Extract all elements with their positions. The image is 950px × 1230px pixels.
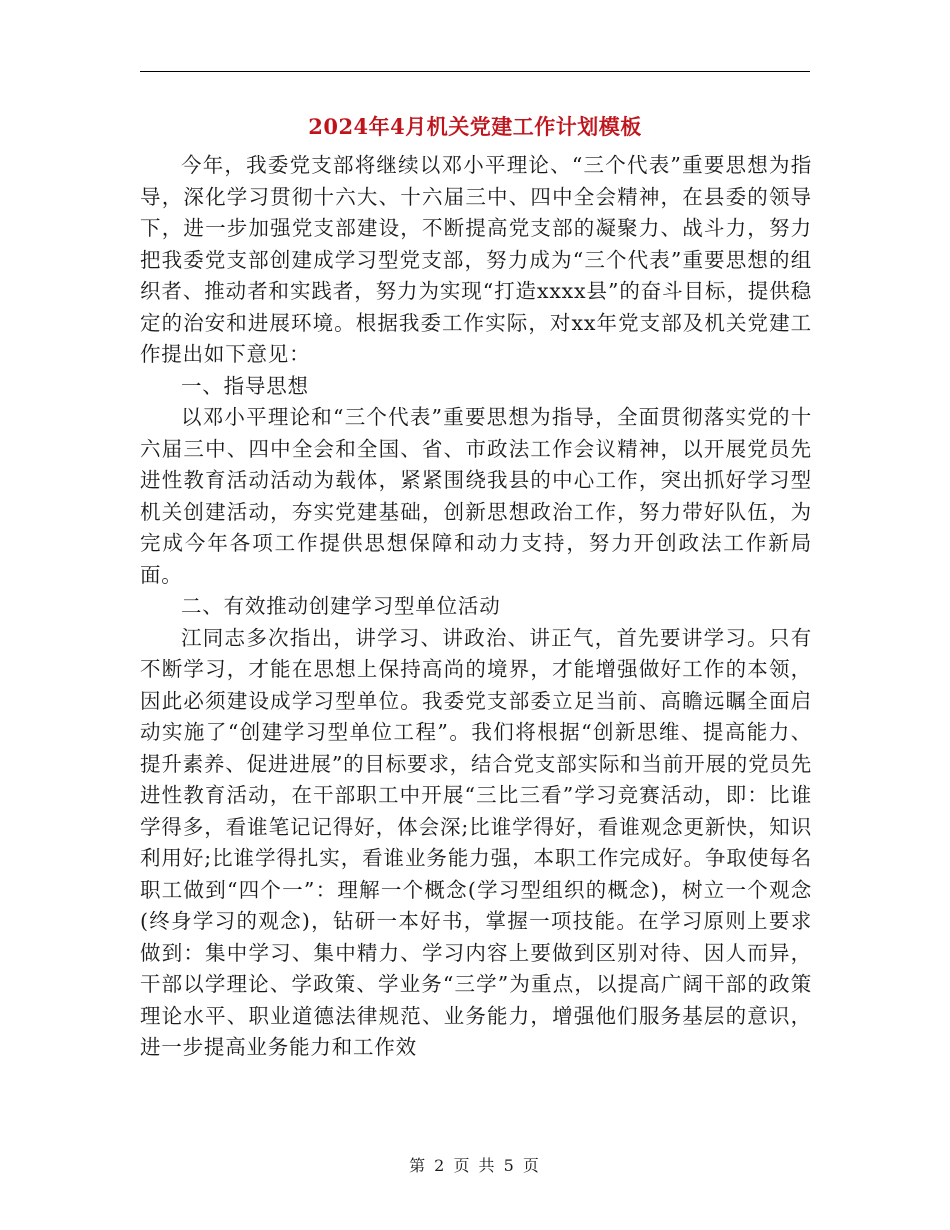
paragraph-intro: 今年，我委党支部将继续以邓小平理论、“三个代表”重要思想为指导，深化学习贯彻十六大、十六届三中、四中全会精神，在县委的领导下，进一步加强党支部建设，不断提高党支部的凝聚力、战斗力，努力把我委党支部创建成学习型党支部，努力成为“三个代表”重要思想的组织者、推动者和实践者，努力为实现“打造xxxx县”的奋斗目标，提供稳定的治安和进展环境。根据我委工作实际，对xx年党支部及机关党建工作提出如下意见：	[140, 153, 812, 366]
document-title: 2024年4月机关党建工作计划模板	[308, 114, 642, 139]
header-rule	[140, 71, 810, 72]
document-body	[140, 150, 812, 1064]
section-heading-guiding-ideology: 一、指导思想	[181, 373, 309, 398]
paragraph-guiding-ideology: 以邓小平理论和“三个代表”重要思想为指导，全面贯彻落实党的十六届三中、四中全会和全国、省、市政法工作会议精神，以开展党员先进性教育活动活动为载体，紧紧围绕我县的中心工作，突出抓好学习型机关创建活动，夯实党建基础，创新思想政治工作，努力带好队伍，为完成今年各项工作提供思想保障和动力支持，努力开创政法工作新局面。	[140, 405, 812, 587]
page-number: 第 2 页 共 5 页	[409, 1156, 541, 1175]
paragraph-learning-unit: 江同志多次指出，讲学习、讲政治、讲正气，首先要讲学习。只有不断学习，才能在思想上保持高尚的境界，才能增强做好工作的本领，因此必须建设成学习型单位。我委党支部委立足当前、高瞻远瞩全面启动实施了“创建学习型单位工程”。我们将根据“创新思维、提高能力、提升素养、促进进展”的目标要求，结合党支部实际和当前开展的党员先进性教育活动，在干部职工中开展“三比三看”学习竞赛活动，即：比谁学得多，看谁笔记记得好，体会深;比谁学得好，看谁观念更新快，知识利用好;比谁学得扎实，看谁业务能力强，本职工作完成好。争取使每名职工做到“四个一”：理解一个概念(学习型组织的概念)，树立一个观念(终身学习的观念)，钻研一本好书，掌握一项技能。在学习原则上要求做到：集中学习、集中精力、学习内容上要做到区别对待、因人而异，干部以学理论、学政策、学业务“三学”为重点，以提高广阔干部的政策理论水平、职业道德法律规范、业务能力，增强他们服务基层的意识，进一步提高业务能力和工作效	[140, 625, 812, 1059]
section-heading-learning-unit: 二、有效推动创建学习型单位活动	[181, 594, 501, 618]
